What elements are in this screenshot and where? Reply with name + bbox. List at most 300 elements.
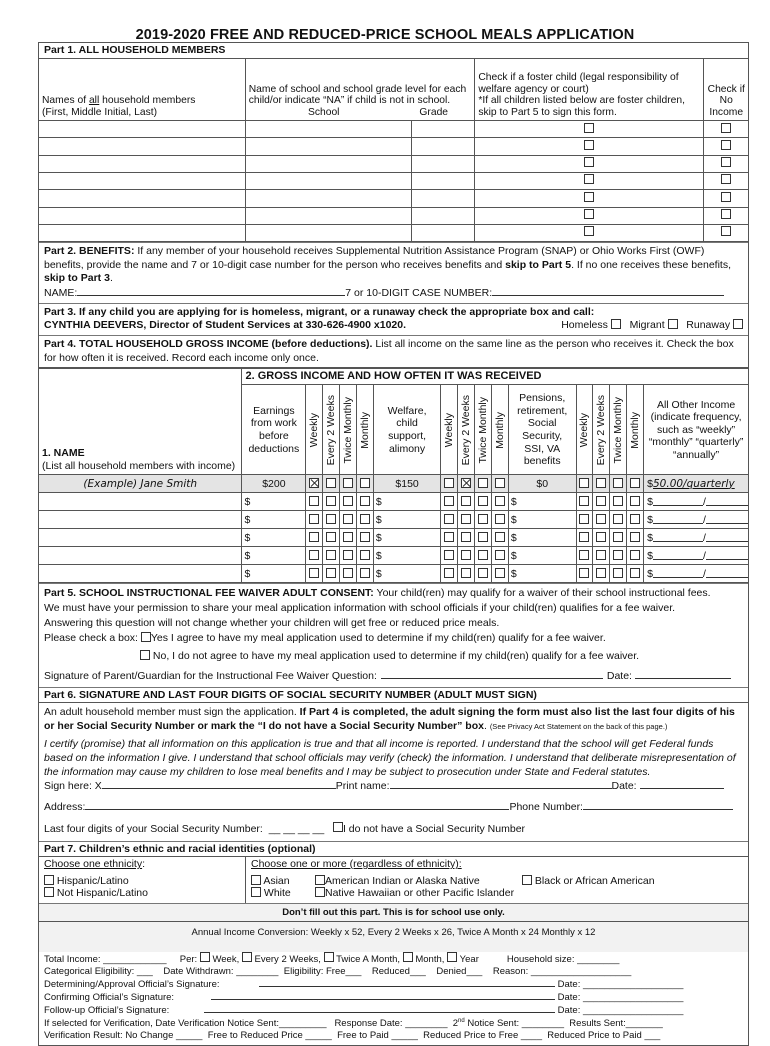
pensions-freq-cell <box>576 547 593 565</box>
foster-checkbox[interactable] <box>584 157 594 167</box>
pensions-frequency-checkbox[interactable] <box>630 496 640 506</box>
welfare-frequency-checkbox[interactable] <box>495 478 505 488</box>
earnings-cell[interactable]: $ <box>242 565 306 583</box>
homeless-label: Homeless <box>561 319 608 332</box>
income-conversion: Annual Income Conversion: Weekly x 52, Every 2 Weeks x 26, Twice A Month x 24 Monthly x 12 <box>191 927 596 939</box>
confirming-signature-field[interactable] <box>211 991 555 1000</box>
income-row <box>39 547 748 565</box>
guardian-date-label: Date: <box>606 669 632 682</box>
no-income-checkbox[interactable] <box>721 226 731 236</box>
earnings-freq-cell <box>323 475 340 493</box>
welfare-freq-cell <box>458 493 475 511</box>
no-income-checkbox[interactable] <box>721 140 731 150</box>
ethnicity-group: Choose one ethnicity: Hispanic/Latino Not Hispanic/Latino <box>39 857 246 903</box>
signature-field[interactable] <box>102 779 336 789</box>
earnings-frequency-checkbox[interactable] <box>343 478 353 488</box>
grade-cell[interactable] <box>412 138 475 155</box>
school-use-heading: Don’t fill out this part. This is for school use only. <box>39 904 748 922</box>
earnings-freq-cell <box>306 493 323 511</box>
contact-info: CYNTHIA DEEVERS, Director of Student Services at 330-626-4900 x1020. <box>44 319 407 332</box>
pensions-freq-cell <box>576 529 593 547</box>
pensions-frequency-checkbox[interactable] <box>630 532 640 542</box>
earnings-frequency-checkbox[interactable] <box>309 514 319 524</box>
race-group <box>246 857 748 903</box>
household-member-row <box>39 224 748 241</box>
welfare-freq-cell <box>475 547 492 565</box>
no-income-cell <box>704 207 748 224</box>
followup-signature-label: Follow-up Official’s Signature: <box>44 1005 170 1017</box>
part4-section <box>39 336 748 584</box>
other-income-cell[interactable]: $ / <box>644 529 748 547</box>
american-indian-label: American Indian or Alaska Native <box>325 874 480 887</box>
school-name-cell[interactable] <box>245 207 412 224</box>
not-hispanic-checkbox[interactable] <box>44 887 54 897</box>
pensions-freq-header: Twice Monthly <box>610 385 627 475</box>
application-form <box>38 42 749 1046</box>
welfare-freq-cell <box>475 511 492 529</box>
pensions-cell[interactable]: $ <box>508 547 576 565</box>
example-welfare: $150 <box>373 475 440 493</box>
example-pensions: $0 <box>508 475 576 493</box>
no-income-checkbox[interactable] <box>721 192 731 202</box>
part1-heading: Part 1. ALL HOUSEHOLD MEMBERS <box>39 43 748 59</box>
welfare-frequency-checkbox[interactable] <box>478 478 488 488</box>
welfare-frequency-checkbox[interactable] <box>444 478 454 488</box>
welfare-frequency-checkbox[interactable] <box>478 496 488 506</box>
earnings-frequency-checkbox[interactable] <box>360 514 370 524</box>
welfare-frequency-checkbox[interactable] <box>461 478 471 488</box>
welfare-freq-cell <box>441 565 458 583</box>
income-table <box>39 368 748 583</box>
welfare-freq-cell <box>491 547 508 565</box>
foster-checkbox[interactable] <box>584 123 594 133</box>
earnings-frequency-checkbox[interactable] <box>343 568 353 578</box>
part5-note-text: Answering this question will not change whether your children will get free or reduced price meals. <box>44 616 500 629</box>
welfare-frequency-checkbox[interactable] <box>444 550 454 560</box>
part2-instructions: Part 2. BENEFITS: If any member of your household receives Supplemental Nutrition Assistance Program (SNAP) or Ohio Works First (OWF) benefits, provide the name and 7 or 10-digit case number for the person who receives benefits and skip to Part 5. If no one receives these benefits, skip to Part 3. <box>44 245 731 285</box>
no-ssn-checkbox[interactable] <box>333 822 343 832</box>
per-2weeks-checkbox[interactable] <box>242 952 252 962</box>
income-name-cell[interactable] <box>39 547 242 565</box>
earnings-frequency-checkbox[interactable] <box>360 568 370 578</box>
welfare-frequency-checkbox[interactable] <box>461 550 471 560</box>
household-member-row <box>39 207 748 224</box>
part6-section <box>39 688 748 842</box>
pensions-frequency-checkbox[interactable] <box>630 478 640 488</box>
no-income-cell <box>704 121 748 138</box>
welfare-freq-cell <box>475 493 492 511</box>
welfare-freq-cell <box>475 475 492 493</box>
earnings-freq-cell <box>356 565 373 583</box>
hispanic-checkbox[interactable] <box>44 875 54 885</box>
pensions-frequency-checkbox[interactable] <box>613 514 623 524</box>
household-size-field[interactable]: Household size: ________ <box>506 953 620 965</box>
welfare-freq-cell <box>458 565 475 583</box>
other-income-column-header: All Other Income (indicate frequency, such as “weekly” “monthly” “quarterly” “annually” <box>644 385 748 475</box>
case-number-label: 7 or 10-DIGIT CASE NUMBER: <box>345 287 493 300</box>
pensions-frequency-checkbox[interactable] <box>596 496 606 506</box>
welfare-freq-header: Weekly <box>441 385 458 475</box>
member-name-cell[interactable] <box>39 155 245 172</box>
pensions-frequency-checkbox[interactable] <box>579 496 589 506</box>
earnings-freq-cell <box>356 511 373 529</box>
foster-checkbox[interactable] <box>584 226 594 236</box>
earnings-freq-cell <box>340 493 357 511</box>
names-column-header: Names of all household members (First, Middle Initial, Last) <box>39 59 245 121</box>
income-name-cell[interactable] <box>39 511 242 529</box>
grade-cell[interactable] <box>412 207 475 224</box>
foster-cell <box>475 172 704 189</box>
welfare-frequency-checkbox[interactable] <box>495 514 505 524</box>
guardian-signature-field[interactable] <box>381 669 603 679</box>
member-name-cell[interactable] <box>39 121 245 138</box>
earnings-frequency-checkbox[interactable] <box>309 550 319 560</box>
earnings-freq-cell <box>323 493 340 511</box>
print-name-field[interactable] <box>390 779 612 789</box>
example-earnings: $200 <box>242 475 306 493</box>
migrant-checkbox[interactable] <box>668 319 678 329</box>
asian-label: Asian <box>263 874 290 887</box>
pensions-frequency-checkbox[interactable] <box>579 568 589 578</box>
pensions-freq-cell <box>576 565 593 583</box>
guardian-date-field[interactable] <box>635 669 731 679</box>
household-member-row <box>39 190 748 207</box>
runaway-label: Runaway <box>686 319 731 332</box>
example-name: (Example) Jane Smith <box>39 475 242 493</box>
income-name-cell[interactable] <box>39 565 242 583</box>
welfare-frequency-checkbox[interactable] <box>495 568 505 578</box>
foster-cell <box>475 190 704 207</box>
grade-cell[interactable] <box>412 155 475 172</box>
welfare-frequency-checkbox[interactable] <box>478 568 488 578</box>
welfare-freq-cell <box>441 475 458 493</box>
welfare-frequency-checkbox[interactable] <box>478 514 488 524</box>
welfare-frequency-checkbox[interactable] <box>461 532 471 542</box>
pensions-freq-cell <box>593 529 610 547</box>
earnings-freq-header: Every 2 Weeks <box>323 385 340 475</box>
school-use-section <box>39 904 748 1045</box>
pensions-frequency-checkbox[interactable] <box>630 568 640 578</box>
other-income-cell[interactable]: $ / <box>644 511 748 529</box>
earnings-freq-cell <box>306 547 323 565</box>
foster-checkbox[interactable] <box>584 209 594 219</box>
sign-date-field[interactable] <box>640 779 724 789</box>
welfare-frequency-checkbox[interactable] <box>461 568 471 578</box>
pensions-frequency-checkbox[interactable] <box>630 550 640 560</box>
earnings-freq-cell <box>340 565 357 583</box>
american-indian-checkbox[interactable] <box>315 875 325 885</box>
determining-signature-field[interactable] <box>259 978 555 987</box>
benefits-name-label: NAME: <box>44 287 78 300</box>
pensions-freq-cell <box>593 565 610 583</box>
welfare-frequency-checkbox[interactable] <box>495 550 505 560</box>
no-income-cell <box>704 172 748 189</box>
foster-cell <box>475 224 704 241</box>
welfare-freq-header: Monthly <box>491 385 508 475</box>
guardian-signature-label: Signature of Parent/Guardian for the Instructional Fee Waiver Question: <box>44 669 377 682</box>
black-label: Black or African American <box>534 874 655 887</box>
part4-instructions: Part 4. TOTAL HOUSEHOLD GROSS INCOME (before deductions). List all income on the same line as the person who receives it. Check the box for how often it is received. Record each income only once. <box>39 336 748 368</box>
pensions-frequency-checkbox[interactable] <box>613 478 623 488</box>
welfare-freq-cell <box>491 475 508 493</box>
foster-cell <box>475 155 704 172</box>
income-name-cell[interactable] <box>39 493 242 511</box>
native-hawaiian-label: Native Hawaiian or other Pacific Islander <box>325 887 515 900</box>
pensions-cell[interactable]: $ <box>508 493 576 511</box>
pensions-frequency-checkbox[interactable] <box>596 478 606 488</box>
earnings-freq-header: Monthly <box>356 385 373 475</box>
earnings-frequency-checkbox[interactable] <box>343 496 353 506</box>
phone-label: Phone Number: <box>509 801 583 814</box>
pensions-freq-cell <box>610 511 627 529</box>
per-year-checkbox[interactable] <box>447 952 457 962</box>
foster-checkbox[interactable] <box>584 192 594 202</box>
white-label: White <box>263 887 291 900</box>
school-name-cell[interactable] <box>245 172 412 189</box>
pensions-cell[interactable]: $ <box>508 529 576 547</box>
pensions-freq-cell <box>593 493 610 511</box>
ssn-field[interactable]: __ __ __ __ <box>268 823 325 836</box>
welfare-frequency-checkbox[interactable] <box>444 532 454 542</box>
earnings-frequency-checkbox[interactable] <box>309 496 319 506</box>
pensions-frequency-checkbox[interactable] <box>579 550 589 560</box>
per-month-checkbox[interactable] <box>403 952 413 962</box>
welfare-freq-cell <box>441 493 458 511</box>
income-row <box>39 529 748 547</box>
sign-here-label: Sign here: X <box>44 780 102 793</box>
school-name-cell[interactable] <box>245 138 412 155</box>
fee-waiver-no-option: No, I do not agree to have my meal application used to determine if my child(ren) qualify for a fee waiver. <box>44 649 743 664</box>
earnings-freq-cell <box>306 511 323 529</box>
welfare-freq-cell <box>491 565 508 583</box>
welfare-cell[interactable]: $ <box>373 547 440 565</box>
address-field[interactable] <box>85 800 509 810</box>
earnings-freq-cell <box>340 547 357 565</box>
earnings-cell[interactable]: $ <box>242 511 306 529</box>
school-name-cell[interactable] <box>245 121 412 138</box>
member-name-cell[interactable] <box>39 207 245 224</box>
earnings-freq-cell <box>356 493 373 511</box>
pensions-freq-cell <box>610 529 627 547</box>
no-income-cell <box>704 138 748 155</box>
pensions-freq-cell <box>627 493 644 511</box>
certification-statement: I certify (promise) that all information on this application is true and that all income is reported. I understand that the school will get Federal funds based on the information I give. I understand that school officials may verify (check) the information. I understand that deliberate misrepresentation of the information may cause my children to lose meal benefits and I may be subject to prosecution under State and Federal statutes. <box>44 737 736 778</box>
welfare-cell[interactable]: $ <box>373 529 440 547</box>
household-member-row <box>39 155 748 172</box>
pensions-cell[interactable]: $ <box>508 565 576 583</box>
earnings-freq-cell <box>323 511 340 529</box>
earnings-column-header: Earnings from work before deductions <box>242 385 306 475</box>
per-twice-month-checkbox[interactable] <box>324 952 334 962</box>
foster-column-header: Check if a foster child (legal responsibility of welfare agency or court) *If all children listed below are foster children, skip to Part 5 to sign this form. <box>475 59 704 121</box>
pensions-freq-cell <box>593 511 610 529</box>
pensions-frequency-checkbox[interactable] <box>596 514 606 524</box>
foster-checkbox[interactable] <box>584 140 594 150</box>
school-column-header: Name of school and school grade level for each child/or indicate “NA” if child is not in school. School Grade <box>245 59 475 121</box>
earnings-frequency-checkbox[interactable] <box>343 514 353 524</box>
pensions-frequency-checkbox[interactable] <box>613 550 623 560</box>
no-income-checkbox[interactable] <box>721 209 731 219</box>
other-income-cell[interactable]: $ / <box>644 565 748 583</box>
welfare-frequency-checkbox[interactable] <box>461 496 471 506</box>
welfare-freq-cell <box>458 475 475 493</box>
hispanic-label: Hispanic/Latino <box>56 874 129 887</box>
earnings-freq-cell <box>306 475 323 493</box>
pensions-frequency-checkbox[interactable] <box>613 568 623 578</box>
black-checkbox[interactable] <box>522 875 532 885</box>
part7-section <box>39 842 748 904</box>
other-income-cell[interactable]: $ / <box>644 493 748 511</box>
pensions-frequency-checkbox[interactable] <box>579 532 589 542</box>
asian-checkbox[interactable] <box>251 875 261 885</box>
other-income-cell[interactable]: $ / <box>644 547 748 565</box>
earnings-cell[interactable]: $ <box>242 493 306 511</box>
grade-cell[interactable] <box>412 121 475 138</box>
welfare-freq-cell <box>475 529 492 547</box>
earnings-frequency-checkbox[interactable] <box>309 568 319 578</box>
pensions-cell[interactable]: $ <box>508 511 576 529</box>
income-row <box>39 493 748 511</box>
no-income-cell <box>704 190 748 207</box>
grade-cell[interactable] <box>412 224 475 241</box>
welfare-frequency-checkbox[interactable] <box>444 568 454 578</box>
earnings-freq-cell <box>306 529 323 547</box>
welfare-freq-cell <box>458 511 475 529</box>
foster-checkbox[interactable] <box>584 174 594 184</box>
earnings-frequency-checkbox[interactable] <box>326 478 336 488</box>
earnings-frequency-checkbox[interactable] <box>326 568 336 578</box>
welfare-frequency-checkbox[interactable] <box>478 550 488 560</box>
school-use-fields: Total Income: ____________ Per: Week, Every 2 Weeks, Twice A Month, Month, Year Household size: ________ Categorical Eligibility: ___ Date Withdrawn: ________ Eligibility: Free___ Reduced___ Denied___ Reason: ___________________ Determining/Approval Official’s Signature: Date: ___________________ Confirming Official’s Signature: Date: ___________________ Follow-up Official’s Signature: Date: ___________________ If selected for Verification, Date Verification Notice Sent:_________ Response Date: ________ 2nd Notice Sent: ________ Results Sent:_______ Verification Result: No Change _____ Free to Reduced Price _____ Free to Paid _____ Reduced Price to Free ____ Reduced Price to Paid ___ <box>39 952 748 1045</box>
household-member-row <box>39 172 748 189</box>
member-name-cell[interactable] <box>39 224 245 241</box>
per-week-checkbox[interactable] <box>200 952 210 962</box>
pensions-freq-cell <box>593 547 610 565</box>
welfare-frequency-checkbox[interactable] <box>461 514 471 524</box>
welfare-column-header: Welfare, child support, alimony <box>373 385 440 475</box>
school-name-cell[interactable] <box>245 224 412 241</box>
welfare-frequency-checkbox[interactable] <box>444 496 454 506</box>
earnings-frequency-checkbox[interactable] <box>360 478 370 488</box>
verification-line: If selected for Verification, Date Verification Notice Sent:_________ Response Date: ________ 2nd Notice Sent: ________ Results Sent:_______ <box>44 1017 663 1029</box>
fee-waiver-yes-option: Please check a box: Yes I agree to have my meal application used to determine if my child(ren) qualify for a fee waiver. <box>44 631 606 644</box>
pensions-freq-cell <box>627 511 644 529</box>
determining-signature-label: Determining/Approval Official’s Signature: <box>44 979 220 991</box>
member-name-cell[interactable] <box>39 190 245 207</box>
earnings-freq-cell <box>340 529 357 547</box>
welfare-frequency-checkbox[interactable] <box>478 532 488 542</box>
welfare-cell[interactable]: $ <box>373 565 440 583</box>
part3-section <box>39 304 748 336</box>
welfare-cell[interactable]: $ <box>373 493 440 511</box>
pensions-frequency-checkbox[interactable] <box>613 496 623 506</box>
member-name-cell[interactable] <box>39 172 245 189</box>
confirming-date: Date: ___________________ <box>557 992 684 1004</box>
white-checkbox[interactable] <box>251 887 261 897</box>
pensions-freq-cell <box>576 511 593 529</box>
benefits-name-field[interactable] <box>77 286 345 296</box>
earnings-frequency-checkbox[interactable] <box>326 550 336 560</box>
no-income-checkbox[interactable] <box>721 157 731 167</box>
runaway-checkbox[interactable] <box>733 319 743 329</box>
earnings-frequency-checkbox[interactable] <box>343 550 353 560</box>
no-income-checkbox[interactable] <box>721 174 731 184</box>
part5-instructions: Part 5. SCHOOL INSTRUCTIONAL FEE WAIVER ADULT CONSENT: Your child(ren) may qualify for a waiver of their school instructional fees. <box>44 587 711 600</box>
pensions-freq-cell <box>627 529 644 547</box>
pensions-freq-cell <box>576 475 593 493</box>
fee-waiver-yes-checkbox[interactable] <box>141 632 151 642</box>
followup-signature-field[interactable] <box>204 1004 555 1013</box>
part5-section <box>39 584 748 687</box>
foster-cell <box>475 207 704 224</box>
household-member-row <box>39 138 748 155</box>
pensions-frequency-checkbox[interactable] <box>579 514 589 524</box>
part5-permission-text: We must have your permission to share your meal application information with school officials if your child(ren) qualifies for a fee waiver. <box>44 602 676 615</box>
no-income-cell <box>704 224 748 241</box>
earnings-frequency-checkbox[interactable] <box>326 496 336 506</box>
earnings-frequency-checkbox[interactable] <box>326 532 336 542</box>
pensions-freq-cell <box>610 475 627 493</box>
ssn-label: Last four digits of your Social Security Number: <box>44 823 263 836</box>
earnings-freq-cell <box>340 511 357 529</box>
earnings-frequency-checkbox[interactable] <box>326 514 336 524</box>
earnings-frequency-checkbox[interactable] <box>309 532 319 542</box>
homeless-checkbox[interactable] <box>611 319 621 329</box>
gross-income-heading: 2. GROSS INCOME AND HOW OFTEN IT WAS RECEIVED <box>242 369 748 385</box>
household-member-row <box>39 121 748 138</box>
school-name-cell[interactable] <box>245 190 412 207</box>
earnings-frequency-checkbox[interactable] <box>360 496 370 506</box>
total-income-field[interactable]: Total Income: ____________ <box>44 953 167 965</box>
grade-cell[interactable] <box>412 190 475 207</box>
pensions-frequency-checkbox[interactable] <box>596 568 606 578</box>
native-hawaiian-checkbox[interactable] <box>315 887 325 897</box>
address-label: Address: <box>44 801 86 814</box>
welfare-frequency-checkbox[interactable] <box>495 496 505 506</box>
pensions-freq-cell <box>627 565 644 583</box>
earnings-freq-cell <box>323 547 340 565</box>
fee-waiver-no-checkbox[interactable] <box>140 650 150 660</box>
no-income-checkbox[interactable] <box>721 123 731 133</box>
earnings-frequency-checkbox[interactable] <box>309 478 319 488</box>
earnings-cell[interactable]: $ <box>242 529 306 547</box>
earnings-frequency-checkbox[interactable] <box>360 532 370 542</box>
school-name-cell[interactable] <box>245 155 412 172</box>
income-name-cell[interactable] <box>39 529 242 547</box>
earnings-frequency-checkbox[interactable] <box>343 532 353 542</box>
welfare-cell[interactable]: $ <box>373 511 440 529</box>
pensions-frequency-checkbox[interactable] <box>630 514 640 524</box>
pensions-frequency-checkbox[interactable] <box>613 532 623 542</box>
pensions-frequency-checkbox[interactable] <box>596 532 606 542</box>
earnings-cell[interactable]: $ <box>242 547 306 565</box>
earnings-frequency-checkbox[interactable] <box>360 550 370 560</box>
phone-field[interactable] <box>583 800 733 810</box>
part2-section <box>39 243 748 304</box>
pensions-frequency-checkbox[interactable] <box>579 478 589 488</box>
member-name-cell[interactable] <box>39 138 245 155</box>
print-name-label: Print name: <box>335 780 390 793</box>
part6-heading: Part 6. SIGNATURE AND LAST FOUR DIGITS OF SOCIAL SECURITY NUMBER (ADULT MUST SIGN) <box>39 688 748 704</box>
part1-section <box>39 43 748 243</box>
pensions-frequency-checkbox[interactable] <box>596 550 606 560</box>
welfare-frequency-checkbox[interactable] <box>495 532 505 542</box>
welfare-frequency-checkbox[interactable] <box>444 514 454 524</box>
grade-cell[interactable] <box>412 172 475 189</box>
migrant-label: Migrant <box>629 319 665 332</box>
household-members-table <box>39 59 748 243</box>
case-number-field[interactable] <box>492 286 724 296</box>
